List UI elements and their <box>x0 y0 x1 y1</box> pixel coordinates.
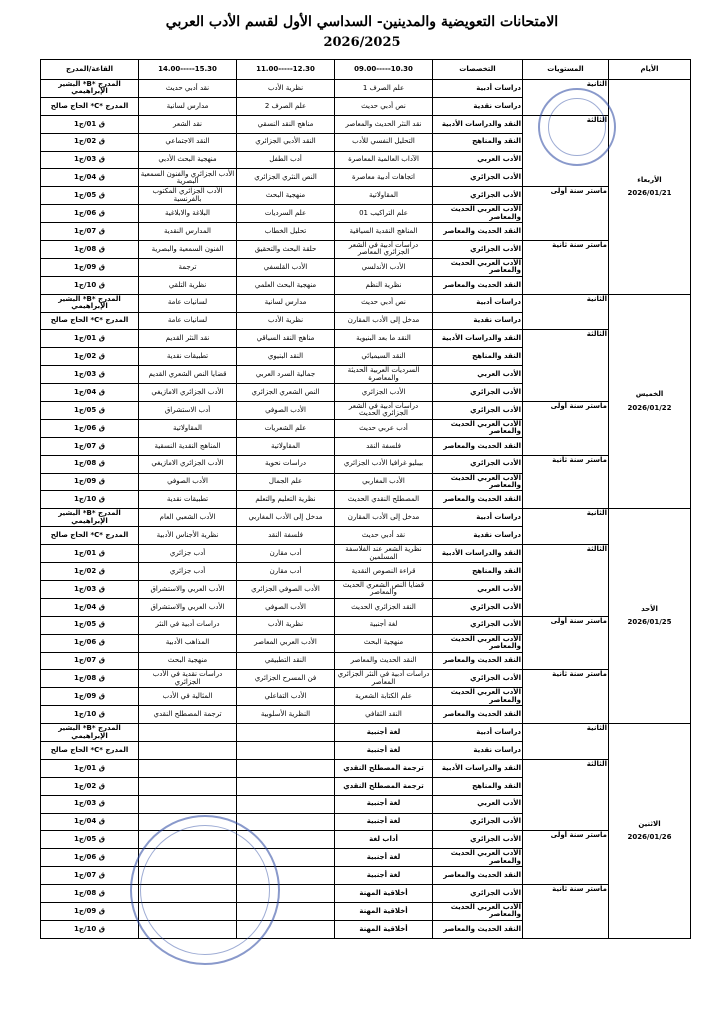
hall-cell: ق 08/ج1 <box>41 241 139 259</box>
day-date: 2026/01/22 <box>627 403 672 412</box>
exam-subject-cell <box>139 867 237 885</box>
exam-subject-cell: علم الصرف 2 <box>237 97 335 115</box>
level-cell: الثالثة <box>523 330 609 402</box>
hall-cell: ق 02/ج1 <box>41 348 139 366</box>
exam-subject-cell: الأدب الصوفي <box>139 473 237 491</box>
specialty-cell: الأدب الجزائري <box>433 241 523 259</box>
hall-cell: ق 05/ج1 <box>41 187 139 205</box>
exam-subject-cell: الأدب العربي والاستشراق <box>139 580 237 598</box>
day-date: 2026/01/26 <box>627 832 672 841</box>
level-cell: ماستر سنة ثانية <box>523 885 609 939</box>
exam-subject-cell: منهجية البحث <box>237 187 335 205</box>
exam-subject-cell: النقد التطبيقي <box>237 652 335 670</box>
hall-cell: المدرج *C* الحاج صالح <box>41 97 139 115</box>
exam-subject-cell <box>139 724 237 742</box>
exam-subject-cell: الآداب العالمية المعاصرة <box>335 151 433 169</box>
exam-subject-cell: أدب الاستشراق <box>139 402 237 420</box>
day-name: الأحد <box>641 604 658 613</box>
specialty-cell: دراسات أدبية <box>433 724 523 742</box>
exam-subject-cell: المناهج النقدية النسقية <box>139 437 237 455</box>
exam-subject-cell: أخلاقية المهنة <box>335 885 433 903</box>
schedule-row <box>41 80 691 98</box>
specialty-cell: الأدب العربي <box>433 366 523 384</box>
exam-subject-cell: التحليل النفسي للأدب <box>335 133 433 151</box>
exam-subject-cell: النقد ما بعد البنيوية <box>335 330 433 348</box>
exam-subject-cell <box>237 795 335 813</box>
hall-cell: ق 06/ج1 <box>41 419 139 437</box>
exam-subject-cell: الأدب الجزائري الامازيغي <box>139 384 237 402</box>
exam-subject-cell: نظرية النظم <box>335 276 433 294</box>
hall-cell: ق 08/ج1 <box>41 670 139 688</box>
day-cell <box>609 724 691 939</box>
level-cell: الثانية <box>523 509 609 545</box>
level-cell: الثالثة <box>523 115 609 187</box>
hall-cell: ق 09/ج1 <box>41 688 139 706</box>
exam-subject-cell: تطبيقات نقدية <box>139 348 237 366</box>
exam-subject-cell: منهجية البحث الأدبي <box>139 151 237 169</box>
exam-subject-cell: علم الشعريات <box>237 419 335 437</box>
specialty-cell: الأدب العربي الحديث والمعاصر <box>433 258 523 276</box>
exam-subject-cell <box>139 795 237 813</box>
specialty-cell: الأدب الجزائري <box>433 616 523 634</box>
exam-subject-cell: قضايا النص الشعري القديم <box>139 366 237 384</box>
exam-subject-cell <box>139 885 237 903</box>
exam-subject-cell: الأدب الصوفي <box>237 402 335 420</box>
exam-subject-cell: دراسات أدبية في الشعر الجزائري المعاصر <box>335 241 433 259</box>
exam-subject-cell: المثالية في الأدب <box>139 688 237 706</box>
level-cell: الثانية <box>523 80 609 116</box>
exam-subject-cell: أخلاقية المهنة <box>335 902 433 920</box>
exam-subject-cell: لغة أجنبية <box>335 741 433 759</box>
exam-subject-cell: أدب جزائري <box>139 545 237 563</box>
specialty-cell: النقد والدراسات الأدبية <box>433 759 523 777</box>
hall-cell: ق 01/ج1 <box>41 115 139 133</box>
hall-cell: ق 10/ج1 <box>41 920 139 938</box>
hall-cell: ق 01/ج1 <box>41 330 139 348</box>
exam-subject-cell: النص الشعري الجزائري <box>237 384 335 402</box>
col-days: الأيام <box>609 60 691 80</box>
hall-cell: ق 06/ج1 <box>41 205 139 223</box>
hall-cell: ق 02/ج1 <box>41 563 139 581</box>
hall-cell: ق 03/ج1 <box>41 366 139 384</box>
exam-subject-cell: نظرية الشعر عند الفلاسفة المسلمين <box>335 545 433 563</box>
hall-cell: المدرج *C* الحاج صالح <box>41 741 139 759</box>
hall-cell: ق 03/ج1 <box>41 580 139 598</box>
schedule-row <box>41 545 691 563</box>
exam-subject-cell: نقد النثر القديم <box>139 330 237 348</box>
exam-subject-cell: حلقة البحث والتحقيق <box>237 241 335 259</box>
exam-subject-cell: المذاهب الأدبية <box>139 634 237 652</box>
hall-cell: ق 10/ج1 <box>41 706 139 724</box>
exam-subject-cell <box>237 813 335 831</box>
exam-subject-cell <box>237 902 335 920</box>
exam-subject-cell: نص أدبي حديث <box>335 97 433 115</box>
col-slot-1: 10.30-----09.00 <box>335 60 433 80</box>
exam-subject-cell: قضايا النص الشعري الحديث والمعاصر <box>335 580 433 598</box>
specialty-cell: النقد والمناهج <box>433 563 523 581</box>
exam-subject-cell: علم التراكيب 01 <box>335 205 433 223</box>
level-cell: الثانية <box>523 724 609 760</box>
specialty-cell: دراسات نقدية <box>433 741 523 759</box>
specialty-cell: دراسات أدبية <box>433 294 523 312</box>
exam-subject-cell: جمالية السرد العربي <box>237 366 335 384</box>
specialty-cell: النقد الحديث والمعاصر <box>433 706 523 724</box>
hall-cell: ق 04/ج1 <box>41 598 139 616</box>
exam-subject-cell: مناهج النقد السياقي <box>237 330 335 348</box>
hall-cell: ق 05/ج1 <box>41 831 139 849</box>
exam-subject-cell: النقد الحديث والمعاصر <box>335 652 433 670</box>
exam-subject-cell: اتجاهات أدبية معاصرة <box>335 169 433 187</box>
exam-subject-cell: الأدب التفاعلي <box>237 688 335 706</box>
exam-subject-cell <box>237 831 335 849</box>
specialty-cell: النقد والمناهج <box>433 133 523 151</box>
exam-subject-cell: مدارس لسانية <box>139 97 237 115</box>
specialty-cell: النقد والمناهج <box>433 348 523 366</box>
hall-cell: ق 01/ج1 <box>41 759 139 777</box>
exam-subject-cell: النقد الأدبي الجزائري <box>237 133 335 151</box>
specialty-cell: النقد الحديث والمعاصر <box>433 920 523 938</box>
specialty-cell: دراسات نقدية <box>433 527 523 545</box>
exam-subject-cell: الأدب الجزائري الامازيغي <box>139 455 237 473</box>
col-slot-2: 12.30-----11.00 <box>237 60 335 80</box>
hall-cell: ق 07/ج1 <box>41 437 139 455</box>
schedule-row <box>41 885 691 903</box>
hall-cell: المدرج *C* الحاج صالح <box>41 312 139 330</box>
specialty-cell: دراسات نقدية <box>433 97 523 115</box>
schedule-row <box>41 455 691 473</box>
exam-subject-cell: لغة أجنبية <box>335 849 433 867</box>
exam-subject-cell <box>237 885 335 903</box>
exam-subject-cell <box>237 849 335 867</box>
day-cell <box>609 509 691 724</box>
hall-cell: ق 10/ج1 <box>41 491 139 509</box>
exam-subject-cell: الأدب الجزائري المكتوب بالفرنسية <box>139 187 237 205</box>
specialty-cell: دراسات أدبية <box>433 509 523 527</box>
level-cell: الثالثة <box>523 759 609 831</box>
schedule-row <box>41 724 691 742</box>
exam-subject-cell: الأدب العربي والاستشراق <box>139 598 237 616</box>
exam-subject-cell: الأدب الجزائري والفنون السمعية البصرية <box>139 169 237 187</box>
exam-subject-cell <box>237 741 335 759</box>
exam-schedule-table <box>40 59 691 939</box>
exam-subject-cell <box>237 777 335 795</box>
exam-subject-cell <box>237 724 335 742</box>
exam-subject-cell: الأدب الشعبي العام <box>139 509 237 527</box>
exam-subject-cell: المقاولاتية <box>335 187 433 205</box>
hall-cell: ق 05/ج1 <box>41 402 139 420</box>
exam-subject-cell <box>139 902 237 920</box>
hall-cell: ق 05/ج1 <box>41 616 139 634</box>
exam-subject-cell: المصطلح النقدي الحديث <box>335 491 433 509</box>
exam-subject-cell <box>139 777 237 795</box>
hall-cell: ق 09/ج1 <box>41 902 139 920</box>
specialty-cell: النقد الحديث والمعاصر <box>433 437 523 455</box>
schedule-row <box>41 759 691 777</box>
specialty-cell: الأدب العربي <box>433 580 523 598</box>
exam-subject-cell: نظرية الأدب <box>237 312 335 330</box>
schedule-row <box>41 241 691 259</box>
hall-cell: ق 08/ج1 <box>41 455 139 473</box>
specialty-cell: الأدب العربي الحديث والمعاصر <box>433 419 523 437</box>
specialty-cell: الأدب الجزائري <box>433 169 523 187</box>
exam-subject-cell: دراسات نحوية <box>237 455 335 473</box>
schedule-row <box>41 509 691 527</box>
exam-subject-cell: لسانيات عامة <box>139 294 237 312</box>
exam-subject-cell: أدب مقارن <box>237 563 335 581</box>
exam-subject-cell <box>237 920 335 938</box>
exam-subject-cell: تطبيقات نقدية <box>139 491 237 509</box>
specialty-cell: النقد والدراسات الأدبية <box>433 545 523 563</box>
level-cell: ماستر سنة أولى <box>523 187 609 241</box>
exam-subject-cell: منهجية البحث العلمي <box>237 276 335 294</box>
specialty-cell: النقد الحديث والمعاصر <box>433 491 523 509</box>
exam-subject-cell: المدارس النقدية <box>139 223 237 241</box>
hall-cell: ق 06/ج1 <box>41 849 139 867</box>
hall-cell: ق 04/ج1 <box>41 813 139 831</box>
hall-cell: ق 02/ج1 <box>41 133 139 151</box>
level-cell: ماستر سنة أولى <box>523 831 609 885</box>
day-name: الاثنين <box>638 819 661 828</box>
specialty-cell: الأدب الجزائري <box>433 598 523 616</box>
exam-subject-cell: دراسات أدبية في النثر الجزائري المعاصر <box>335 670 433 688</box>
specialty-cell: النقد الحديث والمعاصر <box>433 223 523 241</box>
exam-subject-cell: فلسفة النقد <box>237 527 335 545</box>
exam-subject-cell <box>139 741 237 759</box>
hall-cell: ق 02/ج1 <box>41 777 139 795</box>
exam-subject-cell: فن المسرح الجزائري <box>237 670 335 688</box>
academic-year: 2026/2025 <box>323 35 401 50</box>
level-cell: ماستر سنة ثانية <box>523 455 609 509</box>
exam-subject-cell: لسانيات عامة <box>139 312 237 330</box>
exam-subject-cell: الأدب الأندلسي <box>335 258 433 276</box>
specialty-cell: الأدب الجزائري <box>433 384 523 402</box>
schedule-row <box>41 187 691 205</box>
exam-subject-cell: لغة أجنبية <box>335 724 433 742</box>
day-cell <box>609 294 691 509</box>
level-cell: الثانية <box>523 294 609 330</box>
exam-subject-cell: مدخل إلى الأدب المقارن <box>335 312 433 330</box>
specialty-cell: الأدب العربي الحديث والمعاصر <box>433 902 523 920</box>
specialty-cell: الأدب العربي الحديث والمعاصر <box>433 473 523 491</box>
exam-subject-cell: نظرية التعليم والتعلم <box>237 491 335 509</box>
exam-subject-cell: أدب عربي حديث <box>335 419 433 437</box>
specialty-cell: الأدب الجزائري <box>433 670 523 688</box>
exam-subject-cell: النقد الثقافي <box>335 706 433 724</box>
specialty-cell: الأدب الجزائري <box>433 813 523 831</box>
exam-subject-cell: ترجمة <box>139 258 237 276</box>
exam-subject-cell: مدارس لسانية <box>237 294 335 312</box>
header-row <box>41 60 691 80</box>
exam-subject-cell <box>139 759 237 777</box>
exam-subject-cell: النظرية الأسلوبية <box>237 706 335 724</box>
hall-cell: المدرج *C* الحاج صالح <box>41 527 139 545</box>
exam-subject-cell: نقد النثر الحديث والمعاصر <box>335 115 433 133</box>
hall-cell: المدرج *B* البشير الإبراهيمي <box>41 80 139 98</box>
exam-subject-cell: نقد أدبي حديث <box>139 80 237 98</box>
specialty-cell: الأدب الجزائري <box>433 885 523 903</box>
exam-subject-cell: لغة أجنبية <box>335 795 433 813</box>
exam-subject-cell: علم الصرف 1 <box>335 80 433 98</box>
level-cell: ماستر سنة أولى <box>523 402 609 456</box>
exam-subject-cell: أدب مقارن <box>237 545 335 563</box>
exam-subject-cell: الأدب الجزائري <box>335 384 433 402</box>
exam-subject-cell: الأدب العربي المعاصر <box>237 634 335 652</box>
exam-subject-cell: ترجمة المصطلح النقدي <box>139 706 237 724</box>
col-slot-3: 15.30-----14.00 <box>139 60 237 80</box>
exam-subject-cell: منهجية البحث <box>335 634 433 652</box>
exam-subject-cell: علم الكتابة الشعرية <box>335 688 433 706</box>
hall-cell: ق 07/ج1 <box>41 867 139 885</box>
specialty-cell: الأدب الجزائري <box>433 455 523 473</box>
day-date: 2026/01/25 <box>627 618 672 627</box>
exam-subject-cell: السرديات العربية الحديثة والمعاصرة <box>335 366 433 384</box>
exam-subject-cell: مناهج النقد النسقي <box>237 115 335 133</box>
specialty-cell: الأدب العربي <box>433 795 523 813</box>
hall-cell: المدرج *B* البشير الإبراهيمي <box>41 724 139 742</box>
exam-subject-cell: البلاغة والابلاغية <box>139 205 237 223</box>
specialty-cell: دراسات نقدية <box>433 312 523 330</box>
hall-cell: ق 03/ج1 <box>41 151 139 169</box>
exam-subject-cell: المناهج النقدية السياقية <box>335 223 433 241</box>
hall-cell: ق 09/ج1 <box>41 473 139 491</box>
day-date: 2026/01/21 <box>627 188 672 197</box>
exam-subject-cell: دراسات نقدية في الأدب الجزائري <box>139 670 237 688</box>
exam-subject-cell: النقد البنيوي <box>237 348 335 366</box>
hall-cell: ق 04/ج1 <box>41 169 139 187</box>
exam-subject-cell: الأدب القلسفي <box>237 258 335 276</box>
specialty-cell: النقد والمناهج <box>433 777 523 795</box>
specialty-cell: النقد الحديث والمعاصر <box>433 276 523 294</box>
exam-subject-cell <box>139 813 237 831</box>
hall-cell: ق 09/ج1 <box>41 258 139 276</box>
specialty-cell: الأدب العربي الحديث والمعاصر <box>433 688 523 706</box>
level-cell: ماستر سنة أولى <box>523 616 609 670</box>
col-levels: المستويات <box>523 60 609 80</box>
exam-subject-cell: لغة أجنبية <box>335 867 433 885</box>
hall-cell: ق 04/ج1 <box>41 384 139 402</box>
hall-cell: ق 08/ج1 <box>41 885 139 903</box>
specialty-cell: الأدب العربي الحديث والمعاصر <box>433 205 523 223</box>
hall-cell: ق 07/ج1 <box>41 223 139 241</box>
level-cell: ماستر سنة ثانية <box>523 241 609 295</box>
specialty-cell: الأدب الجزائري <box>433 831 523 849</box>
exam-subject-cell: مدخل إلى الأدب المغاربي <box>237 509 335 527</box>
exam-subject-cell: النقد الجزائري الحديث <box>335 598 433 616</box>
exam-subject-cell: النقد السيميائي <box>335 348 433 366</box>
hall-cell: ق 07/ج1 <box>41 652 139 670</box>
exam-subject-cell: فلسفة النقد <box>335 437 433 455</box>
exam-subject-cell: دراسات أدبية في الشعر الجزائري الحديث <box>335 402 433 420</box>
exam-subject-cell: ترجمة المصطلح النقدي <box>335 777 433 795</box>
schedule-row <box>41 402 691 420</box>
col-specialties: التخصصات <box>433 60 523 80</box>
exam-subject-cell <box>139 831 237 849</box>
page-title: الامتحانات التعويضية والمدينين- السداسي الأول لقسم الأدب العربي <box>165 14 559 30</box>
exam-subject-cell: نقد الشعر <box>139 115 237 133</box>
exam-subject-cell: المقاولاتية <box>237 437 335 455</box>
specialty-cell: الأدب العربي الحديث والمعاصر <box>433 634 523 652</box>
specialty-cell: النقد الحديث والمعاصر <box>433 652 523 670</box>
exam-subject-cell <box>237 867 335 885</box>
exam-subject-cell <box>139 849 237 867</box>
exam-subject-cell: المقاولاتية <box>139 419 237 437</box>
exam-subject-cell: نص أدبي حديث <box>335 294 433 312</box>
exam-subject-cell: نقد أدبي حديث <box>335 527 433 545</box>
exam-subject-cell: الفنون السمعية والبصرية <box>139 241 237 259</box>
exam-subject-cell: منهجية البحث <box>139 652 237 670</box>
hall-cell: المدرج *B* البشير الإبراهيمي <box>41 294 139 312</box>
day-name: الأربعاء <box>637 175 662 184</box>
exam-subject-cell: قراءة النصوص النقدية <box>335 563 433 581</box>
hall-cell: المدرج *B* البشير الإبراهيمي <box>41 509 139 527</box>
schedule-row <box>41 831 691 849</box>
exam-subject-cell: ترجمة المصطلح النقدي <box>335 759 433 777</box>
exam-subject-cell <box>139 920 237 938</box>
schedule-row <box>41 294 691 312</box>
exam-subject-cell: علم الجمال <box>237 473 335 491</box>
exam-subject-cell: مدخل إلى الأدب المقارن <box>335 509 433 527</box>
hall-cell: ق 06/ج1 <box>41 634 139 652</box>
exam-subject-cell: النقد الاجتماعي <box>139 133 237 151</box>
specialty-cell: النقد الحديث والمعاصر <box>433 867 523 885</box>
exam-subject-cell: الأدب الصوفي <box>237 598 335 616</box>
exam-subject-cell: دراسات أدبية في النثر <box>139 616 237 634</box>
day-cell <box>609 80 691 295</box>
level-cell: الثالثة <box>523 545 609 617</box>
exam-subject-cell: نظرية الأدب <box>237 80 335 98</box>
exam-subject-cell: أخلاقية المهنة <box>335 920 433 938</box>
day-name: الخميس <box>635 390 664 399</box>
col-hall: القاعة/المدرج <box>41 60 139 80</box>
hall-cell: ق 10/ج1 <box>41 276 139 294</box>
exam-subject-cell: النص النثري الجزائري <box>237 169 335 187</box>
level-cell: ماستر سنة ثانية <box>523 670 609 724</box>
specialty-cell: الأدب العربي <box>433 151 523 169</box>
exam-subject-cell <box>237 759 335 777</box>
specialty-cell: الأدب العربي الحديث والمعاصر <box>433 849 523 867</box>
specialty-cell: النقد والدراسات الأدبية <box>433 330 523 348</box>
exam-subject-cell: بيبليو غرافيا الأدب الجزائري <box>335 455 433 473</box>
schedule-row <box>41 616 691 634</box>
specialty-cell: دراسات أدبية <box>433 80 523 98</box>
exam-subject-cell: نظرية التلقي <box>139 276 237 294</box>
specialty-cell: النقد والدراسات الأدبية <box>433 115 523 133</box>
exam-subject-cell: نظرية الأجناس الأدبية <box>139 527 237 545</box>
hall-cell: ق 03/ج1 <box>41 795 139 813</box>
hall-cell: ق 01/ج1 <box>41 545 139 563</box>
schedule-row <box>41 330 691 348</box>
exam-subject-cell: الأدب المغاربي <box>335 473 433 491</box>
specialty-cell: الأدب الجزائري <box>433 402 523 420</box>
exam-subject-cell: أداب لغة <box>335 831 433 849</box>
exam-subject-cell: علم السرديات <box>237 205 335 223</box>
schedule-row <box>41 670 691 688</box>
exam-subject-cell: تحليل الخطاب <box>237 223 335 241</box>
exam-subject-cell: لغة أجنبية <box>335 616 433 634</box>
specialty-cell: الأدب الجزائري <box>433 187 523 205</box>
exam-subject-cell: أدب الطفل <box>237 151 335 169</box>
exam-subject-cell: الأدب الصوفي الجزائري <box>237 580 335 598</box>
exam-subject-cell: نظرية الأدب <box>237 616 335 634</box>
exam-subject-cell: أدب جزائري <box>139 563 237 581</box>
schedule-row <box>41 115 691 133</box>
exam-subject-cell: لغة أجنبية <box>335 813 433 831</box>
